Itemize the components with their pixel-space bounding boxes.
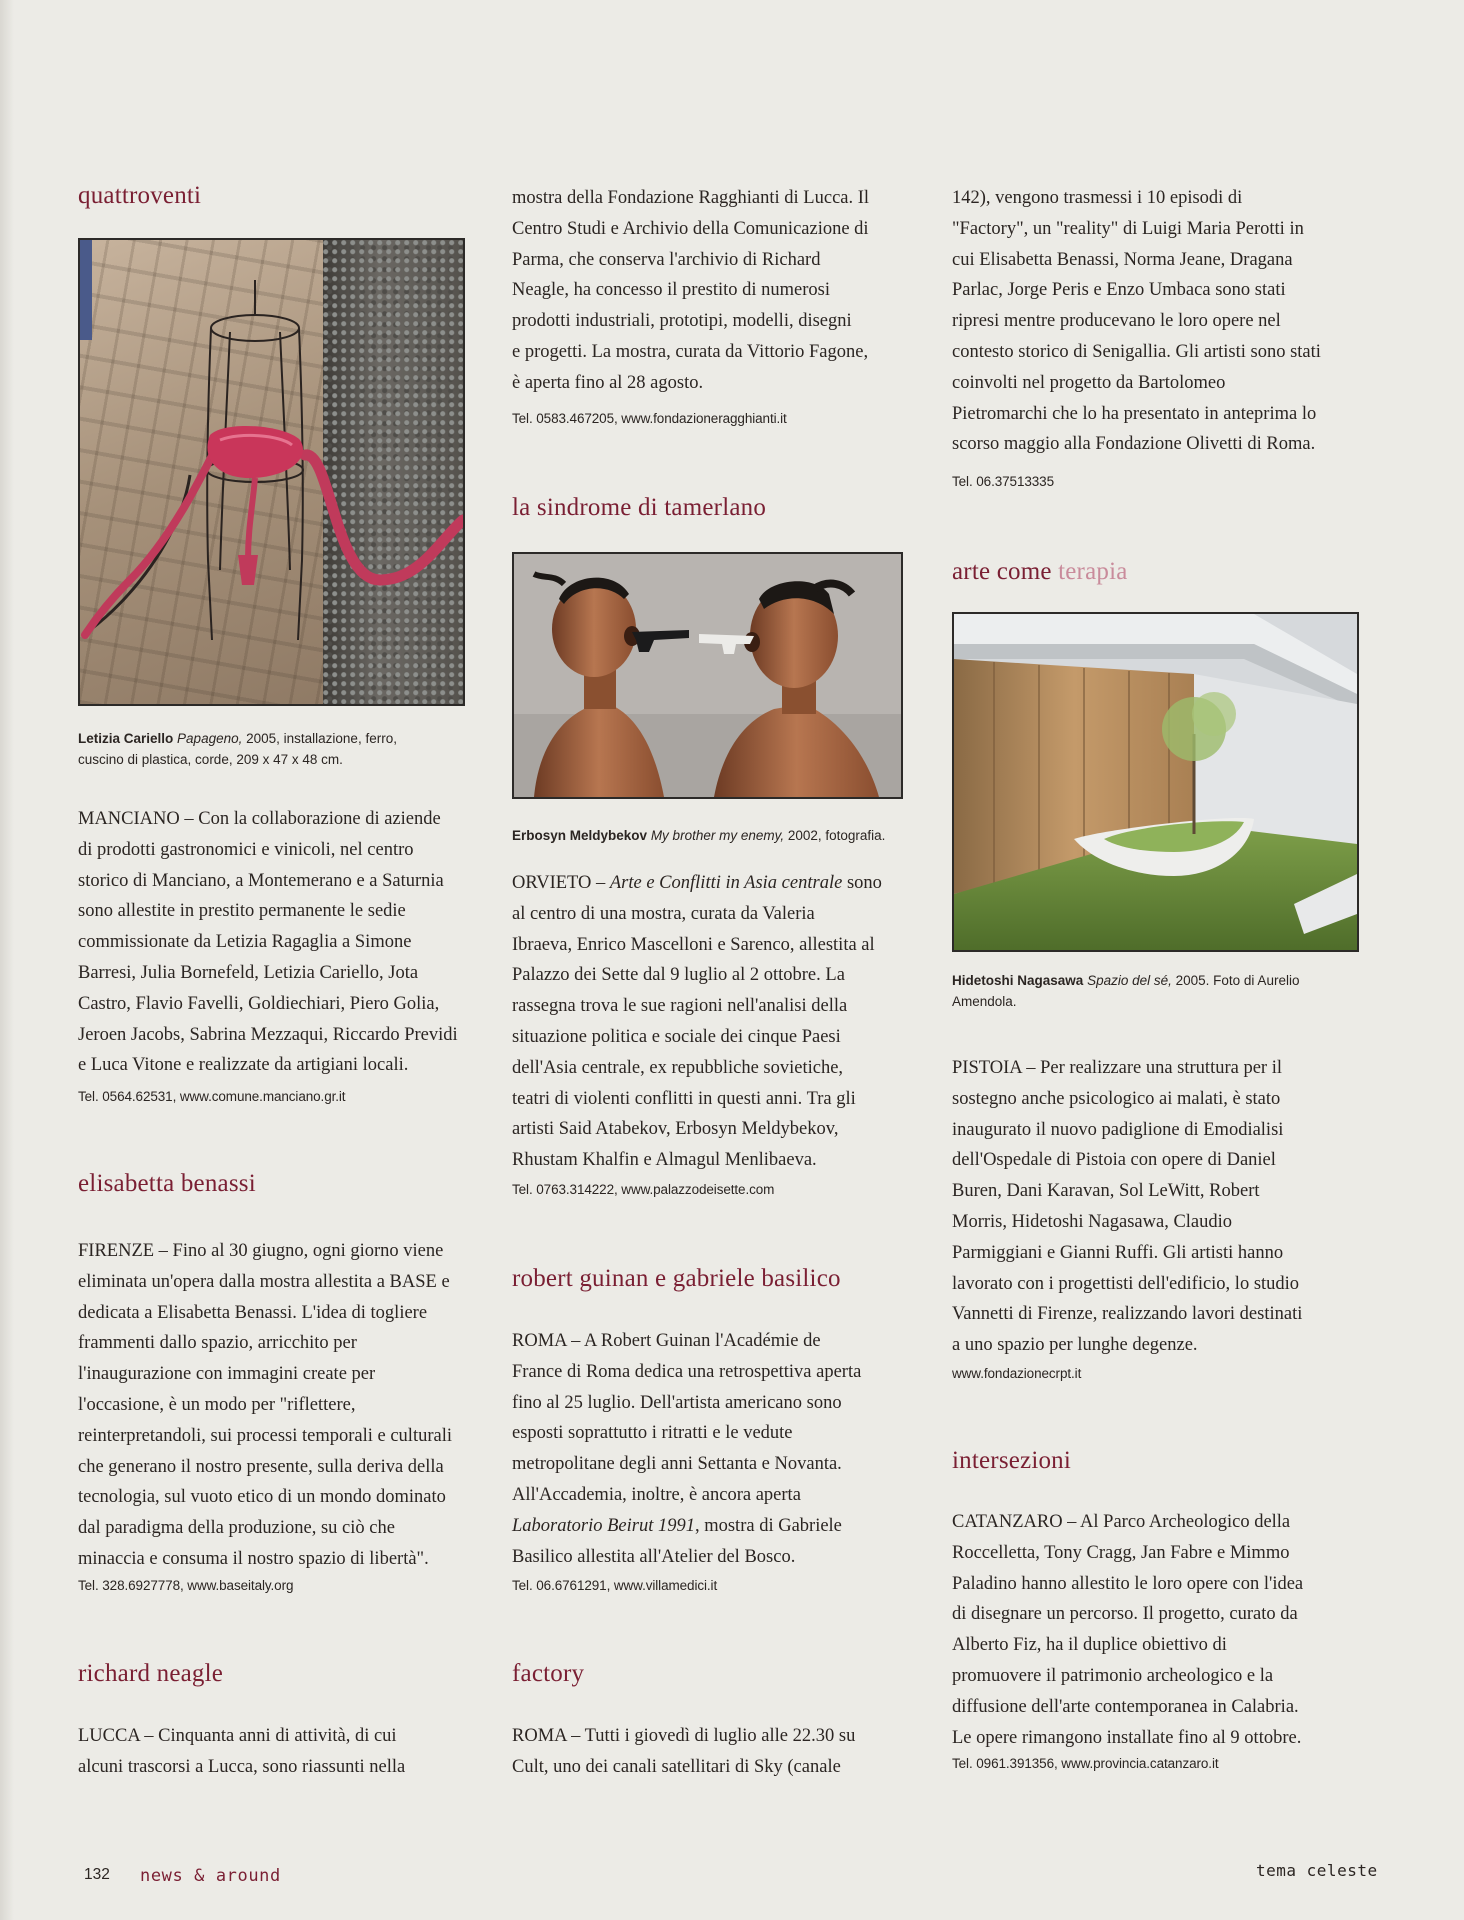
contact-manciano: Tel. 0564.62531, www.comune.manciano.gr.it: [78, 1089, 346, 1104]
text-line: dal paradigma della produzione, su ciò che: [78, 1518, 395, 1539]
caption-artist: Erbosyn Meldybekov: [512, 828, 648, 843]
text-line: Jeroen Jacobs, Sabrina Mezzaqui, Riccardo Previdi: [78, 1024, 458, 1045]
text-line: PISTOIA – Per realizzare una struttura per il: [952, 1058, 1282, 1078]
text-line: e progetti. La mostra, curata da Vittorio Fagone,: [512, 341, 869, 362]
text-line: Parmiggiani e Gianni Ruffi. Gli artisti hanno: [952, 1242, 1284, 1263]
section-name: news & around: [140, 1866, 281, 1886]
text-line: All'Accademia, inoltre, è ancora aperta: [512, 1484, 801, 1505]
heading-elisabetta-benassi: elisabetta benassi: [78, 1170, 256, 1197]
text-line: Vannetti di Firenze, realizzando lavori destinati: [952, 1304, 1303, 1325]
text-line: l'occasione, è un modo per "riflettere,: [78, 1394, 356, 1415]
article-orvieto: [512, 868, 882, 1176]
text-line: minaccia e consuma il nostro spazio di libertà".: [78, 1548, 429, 1569]
caption-artist: Hidetoshi Nagasawa: [952, 973, 1084, 988]
text-line: è aperta fino al 28 agosto.: [512, 372, 704, 393]
text-line: Le opere rimangono installate fino al 9 ottobre.: [952, 1727, 1302, 1748]
photo-my-brother-my-enemy: [512, 552, 903, 799]
heading-richard-neagle: richard neagle: [78, 1660, 224, 1687]
contact-factory: Tel. 06.37513335: [952, 474, 1054, 489]
caption-details: 2002, fotografia.: [784, 828, 886, 843]
article-factory-continued: [952, 183, 1321, 460]
article-firenze: [78, 1236, 452, 1575]
text-line: contesto storico di Senigallia. Gli artisti sono stati: [952, 341, 1321, 362]
page-edge: [0, 0, 14, 1920]
text-line: alcuni trascorsi a Lucca, sono riassunti nella: [78, 1756, 406, 1777]
text-line: dell'Asia centrale, ex repubbliche sovietiche,: [512, 1057, 844, 1078]
caption-spazio-del-se: [952, 970, 1299, 1012]
contact-firenze: Tel. 328.6927778, www.baseitaly.org: [78, 1578, 294, 1593]
text-line: tecnologia, sul vuoto etico di un mondo dominato: [78, 1487, 446, 1508]
caption-title: Spazio del sé,: [1087, 973, 1172, 988]
photo-papageno: [78, 238, 465, 706]
text-line: reinterpretandoli, sui processi temporali e culturali: [78, 1425, 452, 1446]
text-line: MANCIANO – Con la collaborazione di aziende: [78, 809, 441, 829]
text-line: inaugurato il nuovo padiglione di Emodialisi: [952, 1119, 1284, 1140]
caption-artist: Letizia Cariello: [78, 731, 174, 746]
article-roma-factory: [512, 1721, 855, 1783]
text-line: frammenti dallo spazio, arricchito per: [78, 1333, 357, 1354]
text-line: Rhustam Khalfin e Almagul Menlibaeva.: [512, 1150, 817, 1171]
text-line: diffusione dell'arte contemporanea in Calabria.: [952, 1696, 1299, 1717]
heading-la-sindrome-di-tamerlano: la sindrome di tamerlano: [512, 494, 767, 521]
text-line: Palazzo dei Sette dal 9 luglio al 2 ottobre. La: [512, 965, 845, 986]
caption-my-brother-my-enemy: [512, 825, 885, 846]
text-line: artisti Said Atabekov, Erbosyn Meldybekov,: [512, 1119, 839, 1140]
text-line: ripresi mentre producevano le loro opere nel: [952, 311, 1281, 332]
caption-details-line2: Amendola.: [952, 994, 1017, 1009]
article-pistoia: [952, 1053, 1302, 1361]
text-line: ROMA – A Robert Guinan l'Académie de: [512, 1331, 821, 1351]
text-line: Pietromarchi che lo ha presentato in anteprima lo: [952, 403, 1317, 424]
text-line: esposti soprattutto i ritratti e le vedute: [512, 1423, 793, 1444]
text-line: e Luca Vitone e realizzate da artigiani locali.: [78, 1055, 409, 1076]
text-line: 142), vengono trasmessi i 10 episodi di: [952, 188, 1243, 208]
text-line: rassegna trova le sue ragioni nell'analisi della: [512, 996, 848, 1017]
text-line: ROMA – Tutti i giovedì di luglio alle 22.30 su: [512, 1726, 856, 1746]
text-line: di disegnare un percorso. Il progetto, curato da: [952, 1604, 1298, 1625]
text-line: promuovere il patrimonio archeologico e la: [952, 1665, 1274, 1686]
heading-quattroventi: quattroventi: [78, 182, 202, 209]
contact-orvieto: Tel. 0763.314222, www.palazzodeisette.com: [512, 1182, 775, 1197]
text-line: ORVIETO – Arte e Conflitti in Asia centrale sono: [512, 873, 882, 893]
text-line: "Factory", un "reality" di Luigi Maria Perotti in: [952, 218, 1304, 239]
text-line: eliminata un'opera dalla mostra allestita a BASE e: [78, 1271, 450, 1292]
caption-details: 2005, installazione, ferro,: [242, 731, 397, 746]
text-line: storico di Manciano, a Montemerano e a Saturnia: [78, 870, 444, 891]
text-line: commissionate da Letizia Ragaglia a Simone: [78, 932, 412, 953]
text-line: LUCCA – Cinquanta anni di attività, di cui: [78, 1726, 397, 1746]
text-line: l'inaugurazione con immagini create per: [78, 1364, 376, 1385]
text-line: Centro Studi e Archivio della Comunicazione di: [512, 218, 869, 239]
text-line: Parlac, Jorge Peris e Enzo Umbaca sono stati: [952, 280, 1286, 301]
text-line: Laboratorio Beirut 1991, mostra di Gabriele: [512, 1515, 842, 1536]
exhibition-title: Laboratorio Beirut 1991: [512, 1515, 695, 1536]
caption-title: My brother my enemy,: [650, 828, 785, 843]
text-line: sono allestite in prestito permanente le sedie: [78, 901, 406, 922]
text-line: Castro, Flavio Favelli, Goldiechiari, Piero Golia,: [78, 993, 440, 1014]
article-roma-guinan: [512, 1326, 861, 1572]
text-line: di prodotti gastronomici e vinicoli, nel centro: [78, 839, 414, 860]
caption-title: Papageno,: [177, 731, 243, 746]
page-number: 132: [84, 1866, 110, 1883]
text-line: al centro di una mostra, curata da Valeria: [512, 903, 815, 924]
text-line: teatri di violenti conflitti in questi anni. Tra gli: [512, 1088, 856, 1109]
heading-intersezioni: intersezioni: [952, 1447, 1072, 1474]
text-line: dell'Ospedale di Pistoia con opere di Daniel: [952, 1150, 1276, 1171]
text-line: prodotti industriali, prototipi, modelli, disegni: [512, 311, 852, 332]
exhibition-title: Arte e Conflitti in Asia centrale: [609, 873, 843, 893]
text-line: Parma, che conserva l'archivio di Richard: [512, 249, 821, 270]
text-line: Ibraeva, Enrico Mascelloni e Sarenco, allestita al: [512, 934, 875, 955]
article-lucca: [78, 1721, 405, 1783]
text-line: Buren, Dani Karavan, Sol LeWitt, Robert: [952, 1181, 1260, 1202]
text-line: Neagle, ha concesso il prestito di numerosi: [512, 280, 831, 301]
text-line: Barresi, Julia Bornefeld, Letizia Cariello, Jota: [78, 962, 419, 983]
text-line: cui Elisabetta Benassi, Norma Jeane, Dragana: [952, 249, 1293, 270]
text-line: Basilico allestita all'Atelier del Bosco.: [512, 1546, 796, 1567]
text-line: FIRENZE – Fino al 30 giugno, ogni giorno viene: [78, 1241, 444, 1261]
text-line: Morris, Hidetoshi Nagasawa, Claudio: [952, 1211, 1233, 1232]
text-line: dedicata a Elisabetta Benassi. L'idea di togliere: [78, 1302, 428, 1323]
text-line: che generano il nostro presente, sulla deriva della: [78, 1456, 444, 1477]
text-line: metropolitane degli anni Settanta e Novanta.: [512, 1454, 842, 1475]
text-line: Paladino hanno allestito le loro opere con l'idea: [952, 1573, 1304, 1594]
article-lucca-continued: [512, 183, 869, 399]
contact-pistoia: www.fondazionecrpt.it: [952, 1366, 1082, 1381]
contact-roma-guinan: Tel. 06.6761291, www.villamedici.it: [512, 1578, 718, 1593]
text-line: Roccelletta, Tony Cragg, Jan Fabre e Mimmo: [952, 1542, 1290, 1563]
text-line: coinvolti nel progetto da Bartolomeo: [952, 372, 1226, 393]
photo-spazio-del-se: [952, 612, 1359, 952]
contact-lucca: Tel. 0583.467205, www.fondazioneragghianti.it: [512, 411, 787, 426]
magazine-name: tema celeste: [1256, 1861, 1378, 1880]
text-line: CATANZARO – Al Parco Archeologico della: [952, 1512, 1291, 1532]
text-line: France di Roma dedica una retrospettiva aperta: [512, 1361, 862, 1382]
text-line: a uno spazio per lunghe degenze.: [952, 1335, 1198, 1356]
text-line: Alberto Fiz, ha il duplice obiettivo di: [952, 1635, 1227, 1656]
text-line: lavorato con i progettisti dell'edificio, lo studio: [952, 1273, 1300, 1294]
article-catanzaro: [952, 1507, 1303, 1753]
article-manciano: [78, 804, 458, 1081]
text-line: Cult, uno dei canali satellitari di Sky (canale: [512, 1756, 841, 1777]
heading-factory: factory: [512, 1660, 585, 1687]
text-line: fino al 25 luglio. Dell'artista americano sono: [512, 1392, 842, 1413]
heading-robert-guinan-e-gabriele-basilico: robert guinan e gabriele basilico: [512, 1265, 841, 1292]
text-line: scorso maggio alla Fondazione Olivetti di Roma.: [952, 434, 1316, 455]
caption-details: 2005. Foto di Aurelio: [1171, 973, 1300, 988]
caption-papageno: [78, 728, 397, 770]
heading-arte-come-terapia: arte come terapia: [952, 558, 1128, 585]
text-line: mostra della Fondazione Ragghianti di Lucca. Il: [512, 188, 870, 208]
caption-details-line2: cuscino di plastica, corde, 209 x 47 x 48 cm.: [78, 752, 343, 767]
text-line: sostegno anche psicologico ai malati, è stato: [952, 1088, 1281, 1109]
text-line: situazione politica e sociale dei cinque Paesi: [512, 1026, 841, 1047]
contact-catanzaro: Tel. 0961.391356, www.provincia.catanzaro.it: [952, 1756, 1219, 1771]
